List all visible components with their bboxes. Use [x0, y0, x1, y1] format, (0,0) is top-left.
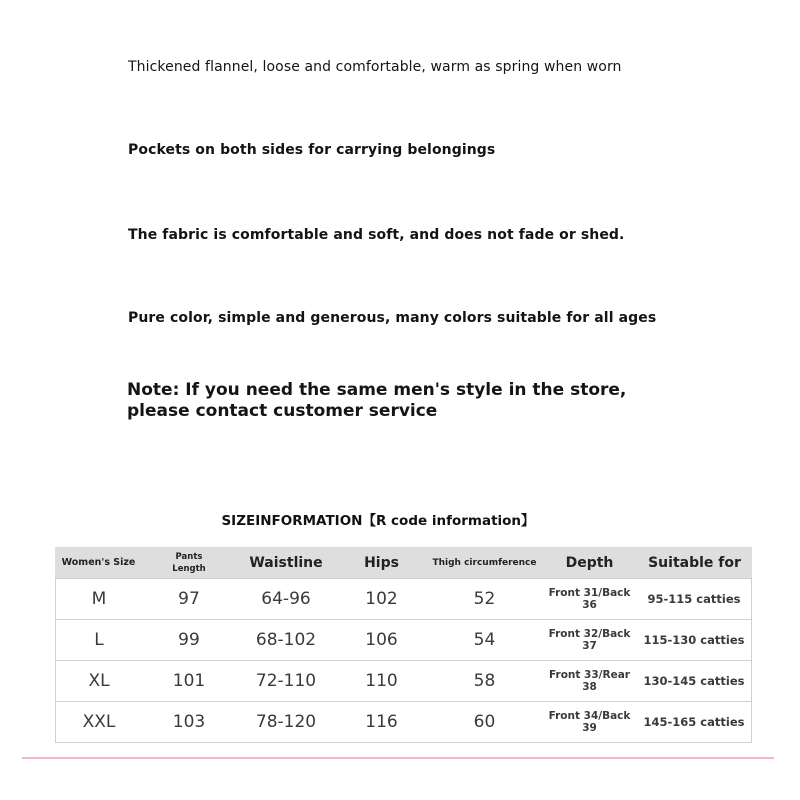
feature-text-flannel: Thickened flannel, loose and comfortable, warm as spring when worn	[128, 59, 622, 75]
table-row	[55, 702, 752, 743]
cell-pants-length: 101	[142, 661, 236, 702]
cell-thigh: 58	[427, 661, 542, 702]
cell-suitable: 130-145 catties	[637, 661, 752, 702]
header-hips: Hips	[336, 547, 427, 578]
cell-depth: Front 33/Rear 38	[542, 661, 637, 702]
cell-thigh: 60	[427, 702, 542, 743]
header-depth: Depth	[542, 547, 637, 578]
cell-hips: 110	[336, 661, 427, 702]
cell-size: L	[55, 620, 142, 661]
header-waistline: Waistline	[236, 547, 336, 578]
cell-thigh: 54	[427, 620, 542, 661]
table-row	[55, 578, 752, 620]
table-header-row	[55, 547, 752, 578]
cell-suitable: 145-165 catties	[637, 702, 752, 743]
cell-hips: 102	[336, 578, 427, 620]
note-line-1: Note: If you need the same men's style in the store,	[127, 380, 627, 400]
header-size: Women's Size	[55, 547, 142, 578]
header-pants-length	[142, 547, 236, 578]
cell-pants-length: 103	[142, 702, 236, 743]
cell-suitable: 95-115 catties	[637, 578, 752, 620]
table-row	[55, 661, 752, 702]
cell-pants-length: 99	[142, 620, 236, 661]
header-thigh: Thigh circumference	[427, 547, 542, 578]
cell-suitable: 115-130 catties	[637, 620, 752, 661]
cell-waistline: 78-120	[236, 702, 336, 743]
cell-waistline: 64-96	[236, 578, 336, 620]
header-pants-length-line-1: Pants	[175, 551, 203, 562]
cell-waistline: 68-102	[236, 620, 336, 661]
header-suitable: Suitable for	[637, 547, 752, 578]
cell-size: XL	[55, 661, 142, 702]
cell-size: XXL	[55, 702, 142, 743]
cell-pants-length: 97	[142, 578, 236, 620]
header-pants-length-line-2: Length	[172, 563, 206, 574]
cell-hips: 116	[336, 702, 427, 743]
cell-hips: 106	[336, 620, 427, 661]
cell-size: M	[55, 578, 142, 620]
cell-waistline: 72-110	[236, 661, 336, 702]
cell-depth: Front 31/Back 36	[542, 578, 637, 620]
size-information-title: SIZEINFORMATION【R code information】	[221, 513, 535, 529]
note-text	[127, 380, 626, 422]
note-line-2: please contact customer service	[127, 401, 438, 421]
cell-depth: Front 34/Back 39	[542, 702, 637, 743]
cell-thigh: 52	[427, 578, 542, 620]
size-table	[55, 547, 752, 743]
feature-text-pockets: Pockets on both sides for carrying belongings	[128, 142, 496, 158]
table-row	[55, 620, 752, 661]
pink-divider-line	[22, 757, 774, 759]
cell-depth: Front 32/Back 37	[542, 620, 637, 661]
feature-text-color: Pure color, simple and generous, many colors suitable for all ages	[128, 310, 657, 326]
feature-text-fabric: The fabric is comfortable and soft, and does not fade or shed.	[128, 227, 625, 243]
